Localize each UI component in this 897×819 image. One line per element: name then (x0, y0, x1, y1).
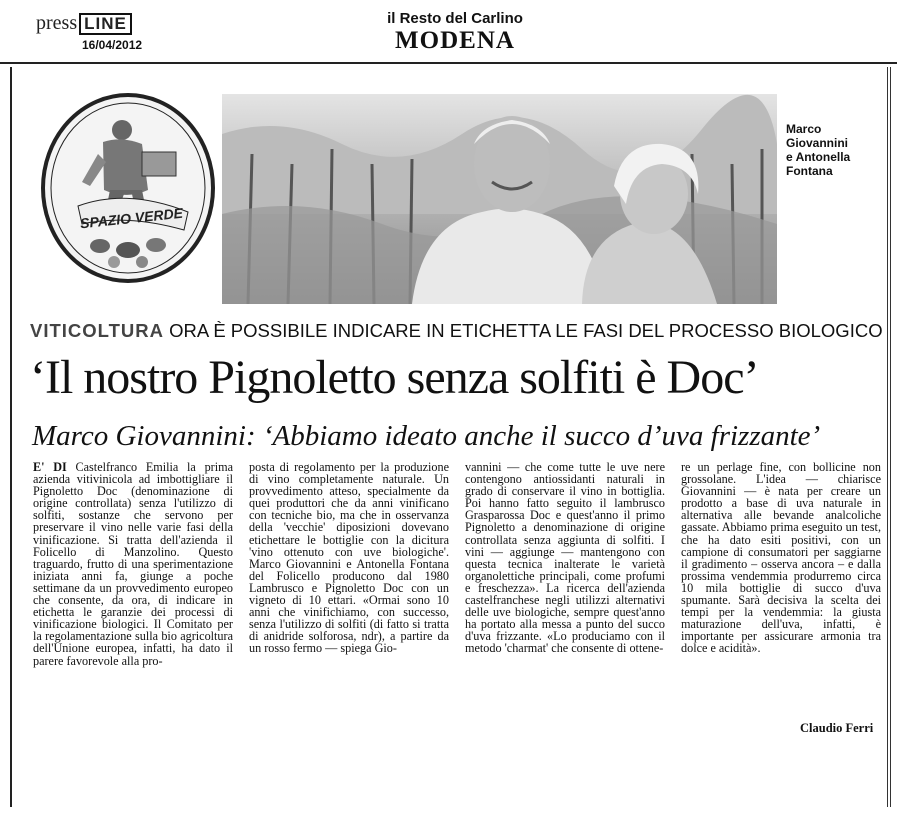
press-line-logo (36, 12, 132, 35)
kicker-text: ORA È POSSIBILE INDICARE IN ETICHETTA LE FASI DEL PROCESSO BIOLOGICO (163, 320, 883, 341)
caption-line: Fontana (786, 164, 833, 178)
couple-photo-image (222, 94, 777, 304)
article-kicker (30, 320, 883, 342)
line-logo: LINE (79, 13, 132, 35)
article-author: Claudio Ferri (800, 721, 874, 735)
badge-label: SPAZIO VERDE (79, 204, 184, 232)
kicker-section: VITICOLTURA (30, 320, 164, 341)
article-subheadline: Marco Giovannini: ‘Abbiamo ideato anche il succo d’uva frizzante’ (32, 420, 821, 452)
press-label: press (36, 12, 78, 34)
article-column-3: vannini — che come tutte le uve nere contengono antiossidanti naturali in grado di conservare il vino in bottiglia. Poi hanno fatto seguito il lambrusco Grasparossa Doc e quest'anno il primo Pignoletto a denominazione di origine controllata senza aggiunta di solfiti. I vini — aggiunge — mantengono con questa tecnica inalterate le varietà organolettiche principali, come profumi e freschezza». La ricerca dell'azienda castelfranchese negli utilizzi alternativi delle uve biologiche, sempre quest'anno ha portato alla messa a punto del succo d'uva frizzante. «Lo produciamo con il metodo 'charmat' che consente di ottene- (465, 460, 665, 656)
photo-caption (786, 122, 850, 178)
vineyard-photo (222, 94, 777, 304)
page-header (0, 0, 897, 64)
article-column-1 (33, 461, 233, 667)
article-column-2: posta di regolamento per la produzione di vino completamente naturale. Un provvedimento atteso, specialmente da quei produttori che da anni vinificano con tecniche bio, ma che in osservanza della 'vecchie' diposizioni dovevano etichettare le bottiglie con la dicitura 'vino ottenuto con uve biologiche'. Marco Giovannini e Antonella Fontana del Folicello producono dal 1980 Lambrusco e Pignoletto Doc con un vigneto di 10 ettari. «Ormai sono 10 anni che vinifichiamo, con successo, senza l'utilizzo di solfiti (di fatto si tratta di anidride solforosa, ndr), a partire da un rosso fermo — spiega Gio- (249, 460, 449, 656)
lead-words: E' DI (33, 460, 67, 474)
spazio-verde-badge (38, 90, 218, 285)
masthead-title: il Resto del Carlino (387, 10, 523, 27)
article-headline: ‘Il nostro Pignoletto senza solfiti è Doc’ (30, 351, 759, 404)
caption-line: Giovannini (786, 136, 849, 150)
column-text: Castelfranco Emilia la prima azienda vitivinicola ad imbottigliare il Pignoletto Doc (denominazione di origine controllata) senza l'utilizzo di solfiti, sostanze che servono per preservare il vino nelle varie fasi della vinificazione. Si tratta dell'azienda il Folicello di Manzolino. Questo traguardo, frutto di una sperimentazione iniziata anni fa, giunge a poche settimane da un provvedimento europeo che consente, da ora, di indicare in etichetta le garanzie dei processi di vinificazione biologici. Il Comitato per la regolamentazione sulla bio agricoltura dell'Unione europea, infatti, ha dato il parere favorevole alla pro- (33, 460, 233, 668)
publication-date: 16/04/2012 (82, 38, 143, 52)
caption-line: Marco (786, 122, 822, 136)
masthead-edition: MODENA (395, 27, 515, 54)
newspaper-masthead (380, 10, 530, 55)
caption-line: e Antonella (786, 150, 851, 164)
article-column-4: re un perlage fine, con bollicine non grossolane. L'idea — chiarisce Giovannini — è nata per creare un prodotto a base di uva naturale in alternativa alle bevande analcoliche gassate. Abbiamo prima eseguito un test, che ha dato esiti positivi, con un campione di consumatori per saggiarne il gradimento – osserva ancora – e dalla prossima vendemmia produrremo circa 10 mila bottiglie di succo d'uva spumante. Sarà decisiva la scelta dei tempi per la vendemmia: la giusta maturazione dell'uva, infatti, è importante per assicurare armonia tra dolce e acidità». (681, 460, 881, 656)
